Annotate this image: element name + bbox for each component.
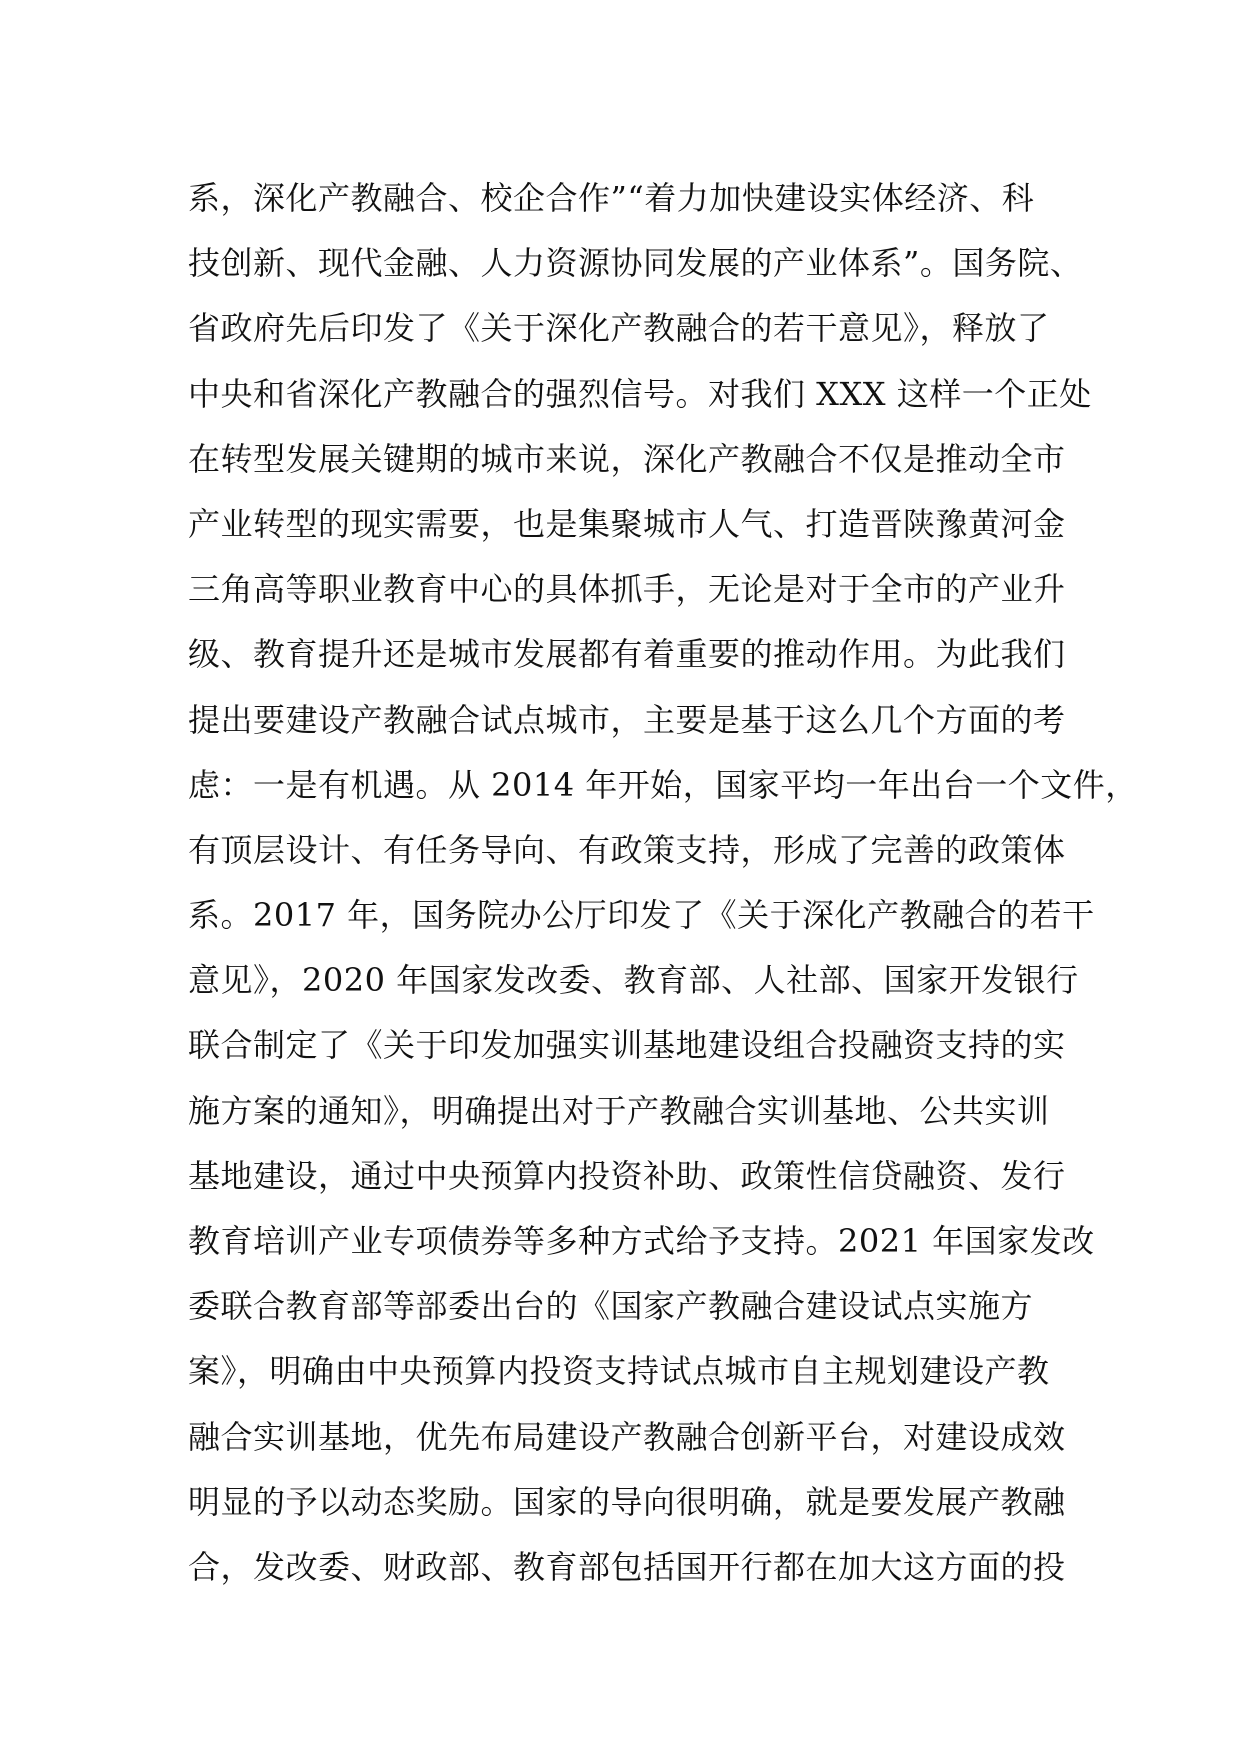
text-line: 三角高等职业教育中心的具体抓手，无论是对于全市的产业升 xyxy=(188,570,1066,609)
text-line: 技创新、现代金融、人力资源协同发展的产业体系”。国务院、 xyxy=(188,244,1083,283)
text-line: 在转型发展关键期的城市来说，深化产教融合不仅是推动全市 xyxy=(188,439,1066,478)
text-line: 明显的予以动态奖励。国家的导向很明确，就是要发展产教融 xyxy=(188,1482,1066,1521)
text-line: 意见》，2020 年国家发改委、教育部、人社部、国家开发银行 xyxy=(188,961,1079,1000)
text-line: 有顶层设计、有任务导向、有政策支持，形成了完善的政策体 xyxy=(188,830,1066,869)
text-line: 联合制定了《关于印发加强实训基地建设组合投融资支持的实 xyxy=(188,1026,1066,1065)
text-line: 系，深化产教融合、校企合作”“着力加快建设实体经济、科 xyxy=(188,179,1035,217)
text-line: 提出要建设产教融合试点城市，主要是基于这么几个方面的考 xyxy=(188,700,1066,739)
text-line: 省政府先后印发了《关于深化产教融合的若干意见》，释放了 xyxy=(188,309,1050,348)
text-line: 产业转型的现实需要，也是集聚城市人气、打造晋陕豫黄河金 xyxy=(188,504,1066,543)
body-text xyxy=(188,166,1138,1600)
text-line: 中央和省深化产教融合的强烈信号。对我们 XXX 这样一个正处 xyxy=(188,374,1092,413)
text-line: 教育培训产业专项债券等多种方式给予支持。2021 年国家发改 xyxy=(188,1222,1095,1260)
text-line: 合，发改委、财政部、教育部包括国开行都在加大这方面的投 xyxy=(188,1547,1066,1586)
text-line: 级、教育提升还是城市发展都有着重要的推动作用。为此我们 xyxy=(188,635,1066,674)
text-line: 基地建设，通过中央预算内投资补助、政策性信贷融资、发行 xyxy=(188,1156,1066,1195)
text-line: 施方案的通知》，明确提出对于产教融合实训基地、公共实训 xyxy=(188,1091,1050,1130)
text-line: 案》，明确由中央预算内投资支持试点城市自主规划建设产教 xyxy=(188,1352,1050,1391)
text-line: 系。2017 年，国务院办公厅印发了《关于深化产教融合的若干 xyxy=(188,896,1095,935)
text-line: 委联合教育部等部委出台的《国家产教融合建设试点实施方 xyxy=(188,1287,1034,1326)
text-line: 虑：一是有机遇。从 2014 年开始，国家平均一年出台一个文件， xyxy=(188,765,1138,804)
text-line: 融合实训基地，优先布局建设产教融合创新平台，对建设成效 xyxy=(188,1417,1066,1456)
